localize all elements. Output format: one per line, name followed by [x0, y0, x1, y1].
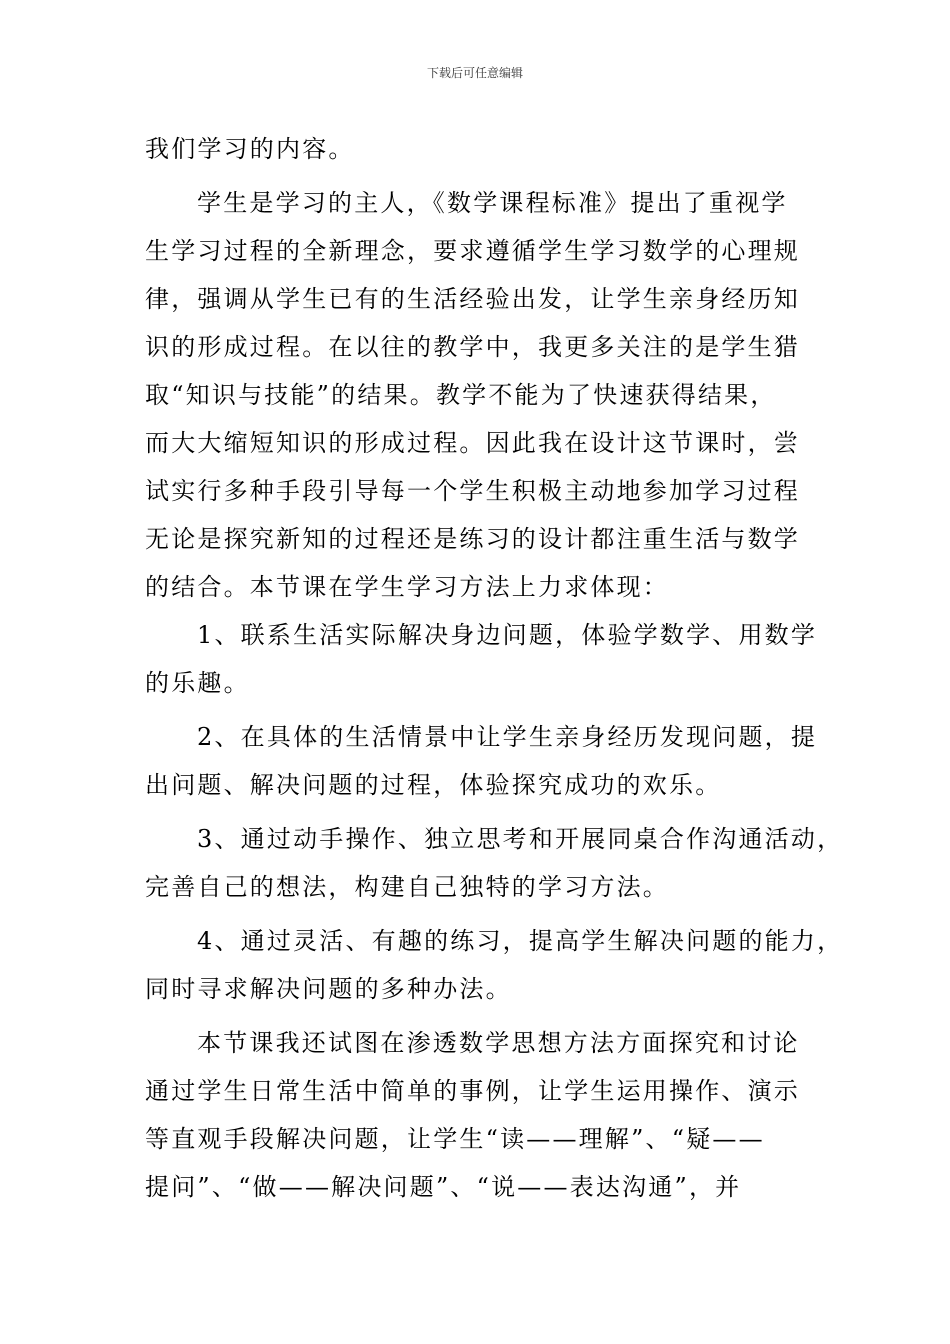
- text-line: 通过学生日常生活中简单的事例，让学生运用操作、演示: [145, 1077, 800, 1105]
- page-header: 下载后可任意编辑: [426, 66, 523, 80]
- text-line: 3、通过动手操作、独立思考和开展同桌合作沟通活动，: [197, 825, 844, 853]
- text-line: 同时寻求解决问题的多种办法。: [145, 975, 512, 1003]
- text-line: 完善自己的想法，构建自己独特的学习方法。: [145, 873, 669, 901]
- text-line: 律，强调从学生已有的生活经验出发，让学生亲身经历知: [145, 285, 800, 313]
- text-line: 等直观手段解决问题，让学生“读——理解”、“疑——: [145, 1125, 765, 1153]
- text-line: 而大大缩短知识的形成过程。因此我在设计这节课时，尝: [145, 429, 800, 457]
- text-line: 我们学习的内容。: [145, 135, 355, 163]
- text-line: 的乐趣。: [145, 669, 250, 697]
- text-line: 本节课我还试图在渗透数学思想方法方面探究和讨论: [197, 1029, 800, 1057]
- text-line: 的结合。本节课在学生学习方法上力求体现：: [145, 573, 669, 601]
- text-line: 识的形成过程。在以往的教学中，我更多关注的是学生猎: [145, 333, 800, 361]
- text-line: 出问题、解决问题的过程，体验探究成功的欢乐。: [145, 771, 722, 799]
- text-line: 试实行多种手段引导每一个学生积极主动地参加学习过程: [145, 477, 800, 505]
- document-body: [145, 125, 844, 1211]
- text-line: 4、通过灵活、有趣的练习，提高学生解决问题的能力，: [197, 927, 844, 955]
- text-line: 生学习过程的全新理念，要求遵循学生学习数学的心理规: [145, 237, 800, 265]
- text-line: 2、在具体的生活情景中让学生亲身经历发现问题，提: [197, 723, 818, 751]
- text-line: 1、联系生活实际解决身边问题，体验学数学、用数学: [197, 621, 818, 649]
- text-line: 学生是学习的主人，《数学课程标准》提出了重视学: [197, 189, 788, 217]
- text-line: 取“知识与技能”的结果。教学不能为了快速获得结果，: [145, 381, 777, 409]
- text-line: 无论是探究新知的过程还是练习的设计都注重生活与数学: [145, 525, 800, 553]
- text-line: 提问”、“做——解决问题”、“说——表达沟通”，并: [145, 1173, 742, 1201]
